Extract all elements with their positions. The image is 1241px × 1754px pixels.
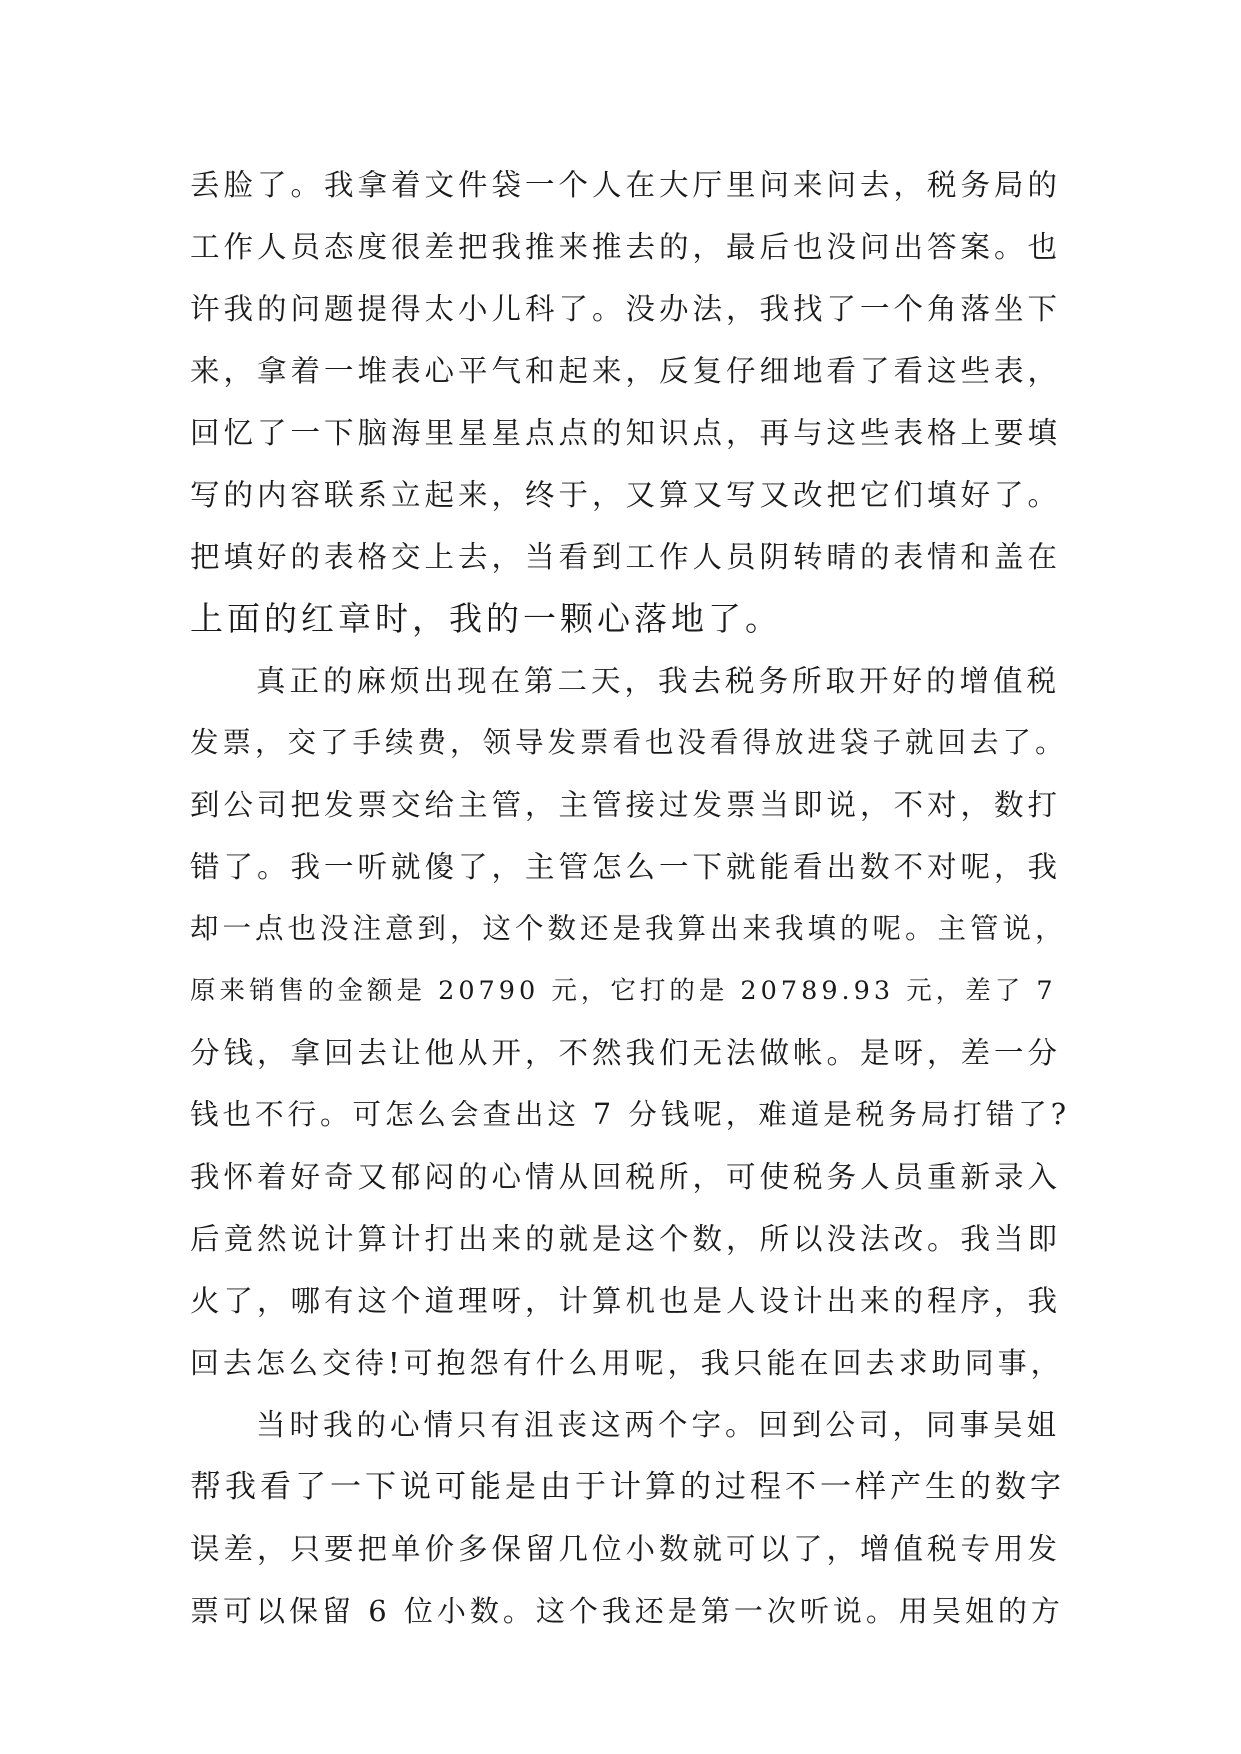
text-line: 到公司把发票交给主管，主管接过发票当即说，不对，数打 [190, 788, 1062, 822]
text-line: 许我的问题提得太小儿科了。没办法，我找了一个角落坐下 [190, 292, 1062, 326]
text-line: 钱也不行。可怎么会查出这 7 分钱呢，难道是税务局打错了? [190, 1098, 1071, 1131]
text-line: 真正的麻烦出现在第二天，我去税务所取开好的增值税 [256, 664, 1061, 698]
text-line: 丢脸了。我拿着文件袋一个人在大厅里问来问去，税务局的 [190, 168, 1062, 202]
text-line: 当时我的心情只有沮丧这两个字。回到公司，同事吴姐 [256, 1408, 1061, 1442]
text-line: 回忆了一下脑海里星星点点的知识点，再与这些表格上要填 [190, 416, 1062, 450]
text-line: 工作人员态度很差把我推来推去的，最后也没问出答案。也 [190, 230, 1062, 264]
text-line: 错了。我一听就傻了，主管怎么一下就能看出数不对呢，我 [190, 850, 1062, 884]
text-line: 票可以保留 6 位小数。这个我还是第一次听说。用吴姐的方 [190, 1594, 1064, 1628]
text-line: 写的内容联系立起来，终于，又算又写又改把它们填好了。 [190, 478, 1062, 512]
text-line: 把填好的表格交上去，当看到工作人员阴转晴的表情和盖在 [190, 540, 1062, 574]
text-line: 我怀着好奇又郁闷的心情从回税所，可使税务人员重新录入 [190, 1160, 1062, 1194]
text-line: 上面的红章时，我的一颗心落地了。 [190, 599, 782, 638]
text-line: 后竟然说计算计打出来的就是这个数，所以没法改。我当即 [190, 1222, 1062, 1256]
text-line: 误差，只要把单价多保留几位小数就可以了，增值税专用发 [190, 1532, 1062, 1566]
text-line: 发票，交了手续费，领导发票看也没看得放进袋子就回去了。 [190, 726, 1068, 759]
text-line: 来，拿着一堆表心平气和起来，反复仔细地看了看这些表， [190, 354, 1062, 388]
text-line: 火了，哪有这个道理呀，计算机也是人设计出来的程序，我 [190, 1284, 1062, 1318]
text-line: 却一点也没注意到，这个数还是我算出来我填的呢。主管说， [190, 912, 1068, 945]
body-text [190, 154, 1070, 1642]
text-line: 原来销售的金额是 20790 元，它打的是 20789.93 元，差了 7 [190, 976, 1057, 1006]
text-line: 帮我看了一下说可能是由于计算的过程不一样产生的数字 [190, 1469, 1065, 1505]
text-line: 回去怎么交待!可抱怨有什么用呢，我只能在回去求助同事， [190, 1346, 1064, 1380]
text-line: 分钱，拿回去让他从开，不然我们无法做帐。是呀，差一分 [190, 1036, 1062, 1070]
